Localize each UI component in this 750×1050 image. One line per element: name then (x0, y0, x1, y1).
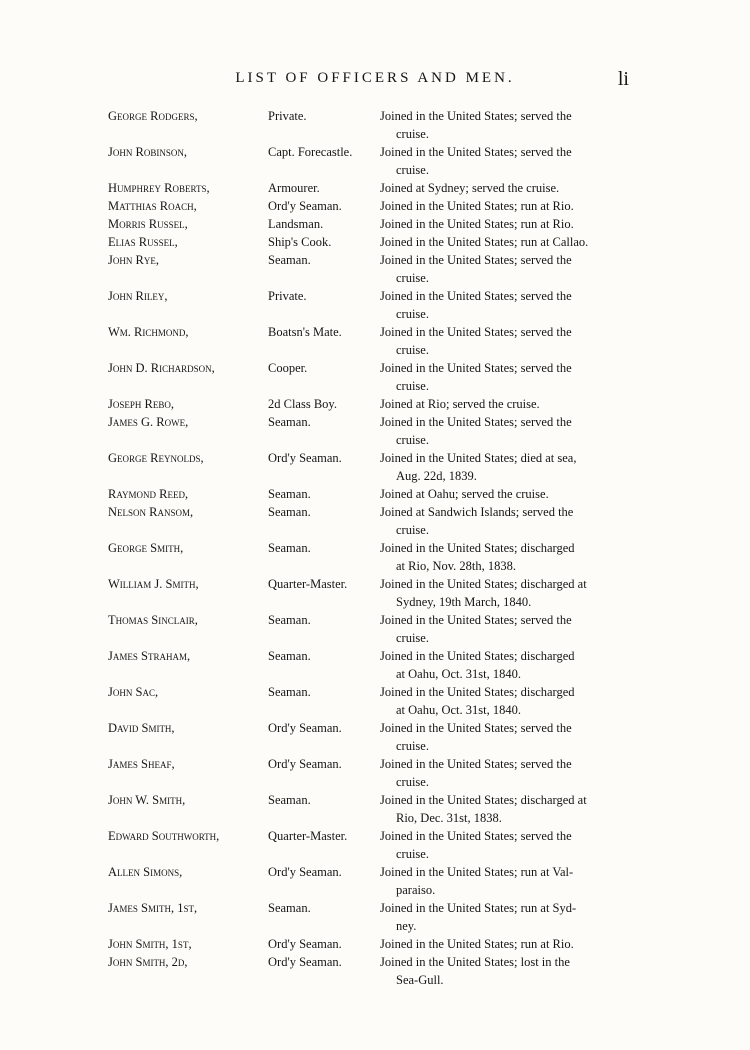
remark-continuation: cruise. (396, 739, 429, 753)
remark-line: Joined in the United States; served the (380, 361, 572, 375)
crew-name: James G. Rowe, (108, 415, 189, 429)
crew-remark (380, 575, 625, 611)
crew-rank: Private. (268, 109, 307, 123)
crew-rank: Quarter-Master. (268, 577, 348, 591)
crew-name: John Smith, 1st, (108, 937, 192, 951)
crew-rank: Landsman. (268, 217, 324, 231)
remark-line: Joined in the United States; run at Rio. (380, 199, 574, 213)
page-title: LIST OF OFFICERS AND MEN. (235, 70, 515, 86)
remark-line: Joined in the United States; discharged at (380, 577, 587, 591)
crew-rank: Ord'y Seaman. (268, 937, 342, 951)
list-item (0, 143, 750, 179)
remark-continuation: at Rio, Nov. 28th, 1838. (396, 559, 517, 573)
crew-rank: Cooper. (268, 361, 308, 375)
crew-name: Matthias Roach, (108, 199, 197, 213)
list-item (0, 449, 750, 485)
crew-remark (380, 683, 625, 719)
remark-line: Joined in the United States; served the (380, 757, 572, 771)
remark-line: Joined in the United States; served the (380, 289, 572, 303)
remark-line: Joined at Sandwich Islands; served the (380, 505, 574, 519)
crew-rank: Ord'y Seaman. (268, 721, 342, 735)
page-header (0, 70, 750, 94)
crew-rank: Armourer. (268, 181, 320, 195)
crew-rank: Ord'y Seaman. (268, 865, 342, 879)
remark-line: Joined in the United States; served the (380, 253, 572, 267)
crew-rank: Seaman. (268, 685, 311, 699)
remark-line: Joined in the United States; served the (380, 721, 572, 735)
crew-rank: Seaman. (268, 487, 311, 501)
crew-rank: Ord'y Seaman. (268, 451, 342, 465)
crew-rank: Seaman. (268, 901, 311, 915)
crew-name: John Sac, (108, 685, 159, 699)
remark-line: Joined in the United States; run at Rio. (380, 217, 574, 231)
crew-rank: Seaman. (268, 415, 311, 429)
crew-name: James Straham, (108, 649, 191, 663)
remark-line: Joined in the United States; discharged (380, 649, 575, 663)
crew-remark (380, 449, 625, 485)
remark-continuation: Aug. 22d, 1839. (396, 469, 477, 483)
crew-rank: Boatsn's Mate. (268, 325, 342, 339)
crew-remark (380, 863, 625, 899)
list-item (0, 359, 750, 395)
remark-line: Joined in the United States; died at sea, (380, 451, 577, 465)
list-item (0, 539, 750, 575)
remark-continuation: cruise. (396, 307, 429, 321)
remark-continuation: Sydney, 19th March, 1840. (396, 595, 532, 609)
crew-name: John Rye, (108, 253, 159, 267)
remark-continuation: cruise. (396, 523, 429, 537)
crew-remark (380, 287, 625, 323)
crew-remark (380, 899, 625, 935)
crew-name: James Smith, 1st, (108, 901, 198, 915)
remark-line: Joined at Sydney; served the cruise. (380, 181, 560, 195)
crew-remark (380, 611, 625, 647)
crew-rank: Capt. Forecastle. (268, 145, 353, 159)
remark-continuation: Rio, Dec. 31st, 1838. (396, 811, 502, 825)
crew-name: Humphrey Roberts, (108, 181, 210, 195)
remark-line: Joined in the United States; served the (380, 145, 572, 159)
remark-continuation: cruise. (396, 775, 429, 789)
remark-line: Joined in the United States; served the (380, 109, 572, 123)
crew-remark (380, 719, 625, 755)
list-item (0, 791, 750, 827)
crew-name: Edward Southworth, (108, 829, 220, 843)
list-item (0, 719, 750, 755)
crew-remark (380, 215, 625, 233)
list-item (0, 935, 750, 953)
list-item (0, 287, 750, 323)
crew-rank: Seaman. (268, 505, 311, 519)
remark-continuation: cruise. (396, 163, 429, 177)
crew-name: John Smith, 2d, (108, 955, 188, 969)
crew-name: George Smith, (108, 541, 184, 555)
crew-rank: Ord'y Seaman. (268, 199, 342, 213)
crew-name: Nelson Ransom, (108, 505, 194, 519)
crew-name: James Sheaf, (108, 757, 175, 771)
list-item (0, 863, 750, 899)
list-item (0, 215, 750, 233)
crew-rank: Ord'y Seaman. (268, 955, 342, 969)
list-item (0, 179, 750, 197)
remark-continuation: cruise. (396, 343, 429, 357)
crew-remark (380, 935, 625, 953)
list-item (0, 647, 750, 683)
crew-list (0, 107, 750, 989)
remark-line: Joined in the United States; run at Callao. (380, 235, 589, 249)
remark-continuation: cruise. (396, 433, 429, 447)
remark-continuation: at Oahu, Oct. 31st, 1840. (396, 703, 521, 717)
crew-remark (380, 503, 625, 539)
remark-line: Joined in the United States; served the (380, 829, 572, 843)
remark-line: Joined in the United States; served the (380, 415, 572, 429)
remark-line: Joined in the United States; served the (380, 325, 572, 339)
crew-remark (380, 359, 625, 395)
list-item (0, 413, 750, 449)
list-item (0, 575, 750, 611)
remark-line: Joined at Oahu; served the cruise. (380, 487, 549, 501)
remark-continuation: cruise. (396, 271, 429, 285)
crew-remark (380, 233, 625, 251)
crew-remark (380, 251, 625, 287)
crew-remark (380, 395, 625, 413)
crew-remark (380, 179, 625, 197)
remark-line: Joined at Rio; served the cruise. (380, 397, 540, 411)
list-item (0, 503, 750, 539)
crew-rank: Seaman. (268, 649, 311, 663)
remark-line: Joined in the United States; run at Val- (380, 865, 574, 879)
crew-remark (380, 827, 625, 863)
crew-remark (380, 107, 625, 143)
remark-continuation: Sea-Gull. (396, 973, 444, 987)
crew-name: David Smith, (108, 721, 175, 735)
remark-continuation: paraiso. (396, 883, 436, 897)
crew-remark (380, 143, 625, 179)
list-item (0, 953, 750, 989)
crew-rank: Ord'y Seaman. (268, 757, 342, 771)
crew-rank: Seaman. (268, 541, 311, 555)
crew-name: Raymond Reed, (108, 487, 189, 501)
crew-name: George Rodgers, (108, 109, 198, 123)
crew-remark (380, 413, 625, 449)
remark-line: Joined in the United States; discharged (380, 541, 575, 555)
remark-continuation: ney. (396, 919, 417, 933)
list-item (0, 827, 750, 863)
crew-name: John Robinson, (108, 145, 187, 159)
list-item (0, 485, 750, 503)
list-item (0, 683, 750, 719)
crew-name: Joseph Rebo, (108, 397, 174, 411)
crew-name: William J. Smith, (108, 577, 199, 591)
remark-line: Joined in the United States; lost in the (380, 955, 570, 969)
crew-name: Elias Russel, (108, 235, 178, 249)
crew-rank: Seaman. (268, 613, 311, 627)
list-item (0, 233, 750, 251)
crew-remark (380, 197, 625, 215)
crew-name: John W. Smith, (108, 793, 186, 807)
page-number: li (617, 68, 629, 90)
remark-continuation: cruise. (396, 379, 429, 393)
crew-rank: Seaman. (268, 253, 311, 267)
remark-line: Joined in the United States; run at Rio. (380, 937, 574, 951)
crew-name: Wm. Richmond, (108, 325, 189, 339)
crew-name: John Riley, (108, 289, 168, 303)
crew-remark (380, 791, 625, 827)
crew-rank: Private. (268, 289, 307, 303)
crew-name: Allen Simons, (108, 865, 183, 879)
list-item (0, 197, 750, 215)
crew-rank: Quarter-Master. (268, 829, 348, 843)
crew-remark (380, 539, 625, 575)
crew-remark (380, 323, 625, 359)
crew-rank: 2d Class Boy. (268, 397, 337, 411)
crew-remark (380, 647, 625, 683)
crew-name: Morris Russel, (108, 217, 188, 231)
crew-name: Thomas Sinclair, (108, 613, 198, 627)
crew-name: John D. Richardson, (108, 361, 215, 375)
remark-continuation: cruise. (396, 127, 429, 141)
list-item (0, 899, 750, 935)
remark-line: Joined in the United States; discharged (380, 685, 575, 699)
crew-remark (380, 953, 625, 989)
crew-rank: Ship's Cook. (268, 235, 332, 249)
crew-remark (380, 755, 625, 791)
list-item (0, 755, 750, 791)
crew-name: George Reynolds, (108, 451, 204, 465)
remark-line: Joined in the United States; run at Syd- (380, 901, 577, 915)
list-item (0, 107, 750, 143)
list-item (0, 395, 750, 413)
crew-rank: Seaman. (268, 793, 311, 807)
remark-continuation: cruise. (396, 847, 429, 861)
remark-continuation: cruise. (396, 631, 429, 645)
list-item (0, 323, 750, 359)
remark-line: Joined in the United States; discharged at (380, 793, 587, 807)
remark-line: Joined in the United States; served the (380, 613, 572, 627)
list-item (0, 611, 750, 647)
list-item (0, 251, 750, 287)
crew-remark (380, 485, 625, 503)
remark-continuation: at Oahu, Oct. 31st, 1840. (396, 667, 521, 681)
